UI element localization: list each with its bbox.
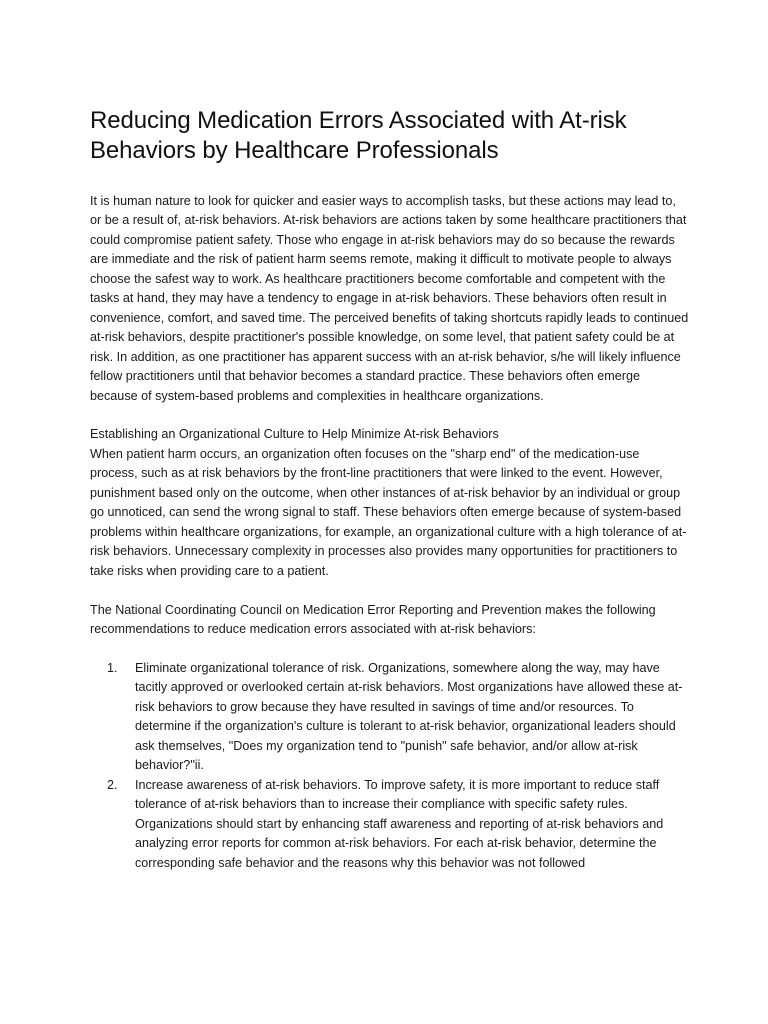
recommendations-list — [90, 659, 690, 873]
document-title: Reducing Medication Errors Associated with At-risk Behaviors by Healthcare Professionals — [90, 107, 627, 164]
document-page — [90, 106, 690, 873]
section-heading: Establishing an Organizational Culture to Help Minimize At-risk Behaviors — [90, 427, 499, 442]
list-item-text: Eliminate organizational tolerance of risk. Organizations, somewhere along the way, may have tacitly approved or overlooked certain at-risk behaviors. Most organizations have allowed these at-risk behaviors to grow because they have resulted in savings of time and/or resources. To determine if the organization's culture is tolerant to at-risk behavior, organizational leaders should ask themselves, "Does my organization tend to "punish" safe behavior, and/or allow at-risk behavior?"ii. — [135, 661, 683, 773]
list-item — [90, 776, 690, 873]
intro-paragraph: It is human nature to look for quicker and easier ways to accomplish tasks, but these actions may lead to, or be a result of, at-risk behaviors. At-risk behaviors are actions taken by some healthcare practitioners that could compromise patient safety. Those who engage in at-risk behaviors may do so because the rewards are immediate and the risk of patient harm seems remote, making it difficult to motivate people to always choose the safest way to work. As healthcare practitioners become comfortable and competent with the tasks at hand, they may have a tendency to engage in at-risk behaviors. These behaviors often result in convenience, comfort, and saved time. The perceived benefits of taking shortcuts rapidly leads to continued at-risk behaviors, despite practitioner's possible knowledge, on some level, that patient safety could be at risk. In addition, as one practitioner has apparent success with an at-risk behavior, s/he will likely influence fellow practitioners until that behavior becomes a standard practice. These behaviors often emerge because of system-based problems and complexities in healthcare organizations. — [90, 194, 689, 403]
list-item — [90, 659, 690, 776]
list-item-number: 2. — [107, 777, 118, 792]
recommendations-intro: The National Coordinating Council on Medication Error Reporting and Prevention makes the following recommendations to reduce medication errors associated with at-risk behaviors: — [90, 602, 656, 637]
section-paragraph: When patient harm occurs, an organization often focuses on the "sharp end" of the medication-use process, such as at risk behaviors by the front-line practitioners that were linked to the event. However, punishment based only on the outcome, when other instances of at-risk behavior by an individual or group go unnoticed, can send the wrong signal to staff. These behaviors often emerge because of system-based problems within healthcare organizations, for example, an organizational culture with a high tolerance of at-risk behaviors. Unnecessary complexity in processes also provides many opportunities for practitioners to take risks when providing care to a patient. — [90, 446, 687, 578]
list-item-number: 1. — [107, 661, 118, 676]
list-item-text: Increase awareness of at-risk behaviors. To improve safety, it is more important to reduce staff tolerance of at-risk behaviors than to increase their compliance with specific safety rules. Organizations should start by enhancing staff awareness and reporting of at-risk behaviors and analyzing error reports for common at-risk behaviors. For each at-risk behavior, determine the corresponding safe behavior and the reasons why this behavior was not followed — [135, 777, 664, 870]
